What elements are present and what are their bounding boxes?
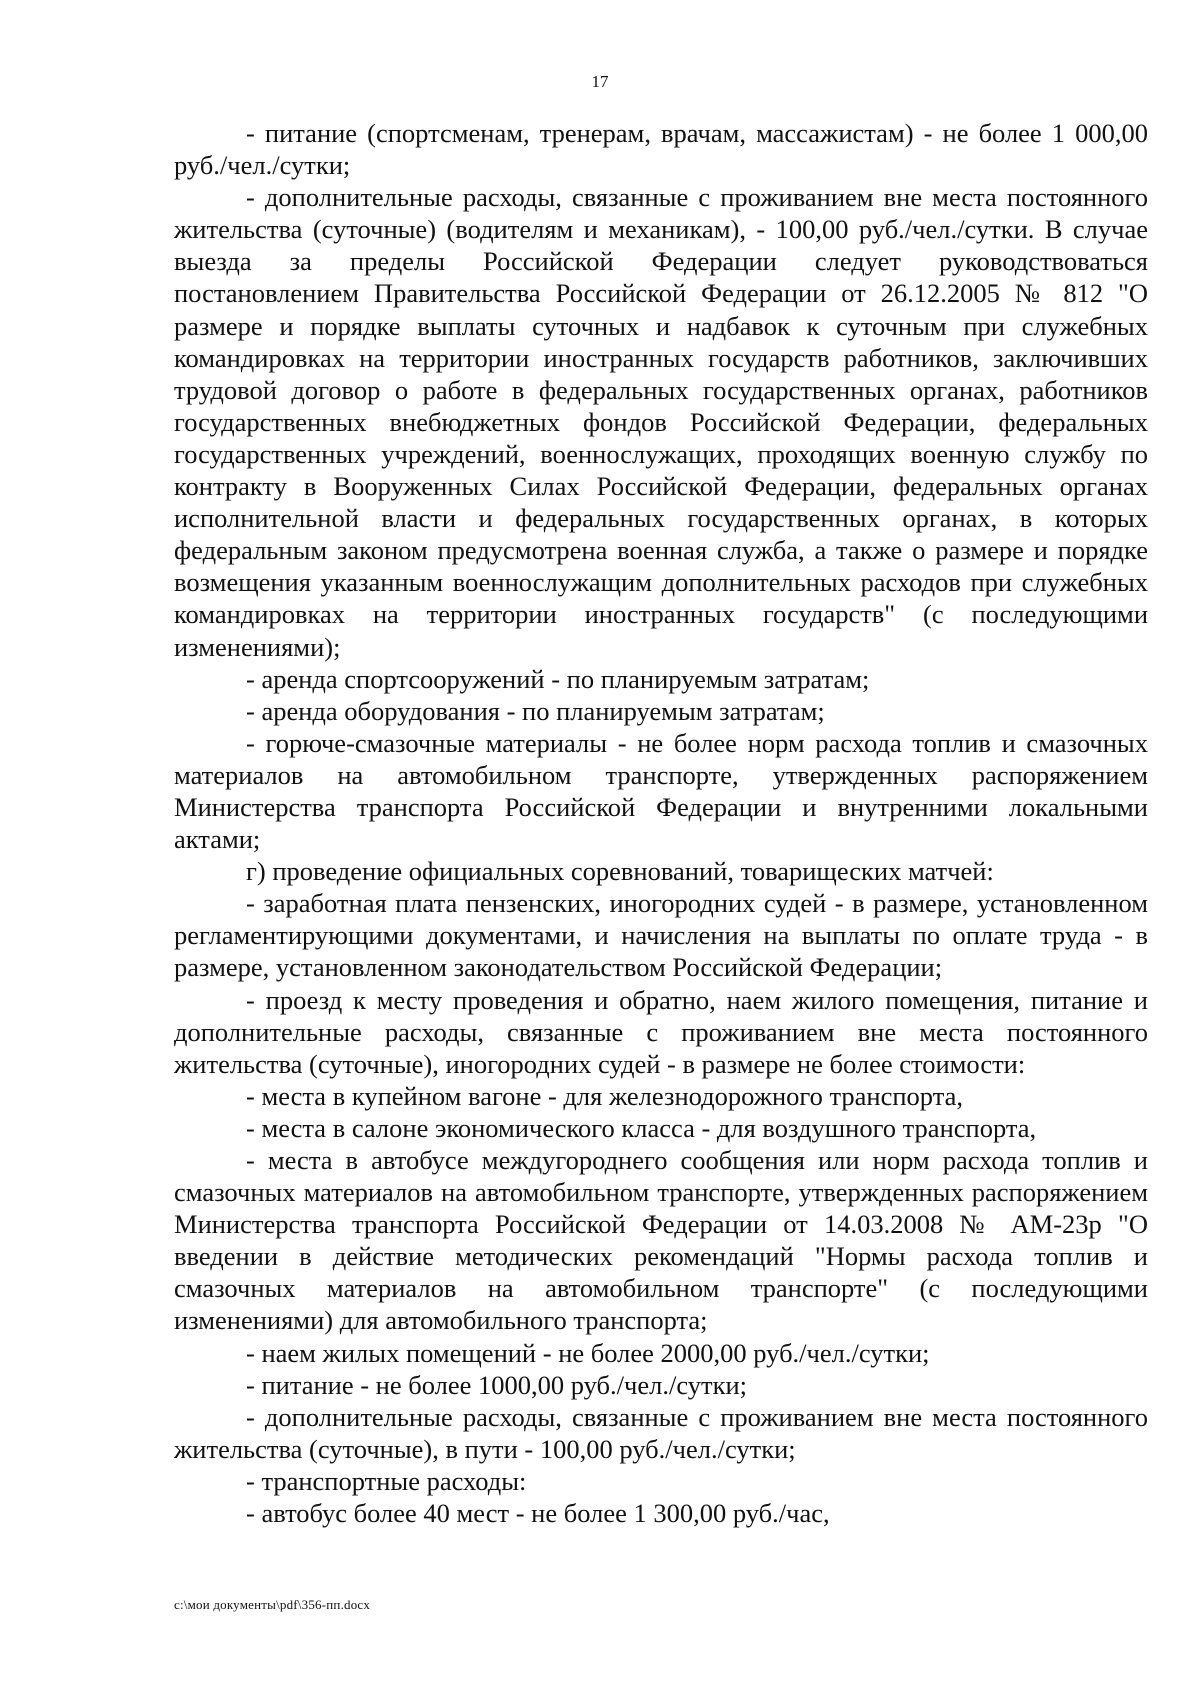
document-body [174,117,1148,1529]
paragraph-travel-per-diem: - дополнительные расходы, связанные с проживанием вне места постоянного жительства (суточные), в пути - 100,00 руб./чел./сутки; [174,1401,1148,1464]
paragraph-sports-facility-rent: - аренда спортсооружений - по планируемым затратам; [246,663,870,694]
paragraph-meals-judges: - питание - не более 1000,00 руб./чел./сутки; [246,1369,747,1400]
paragraph-per-diem: - дополнительные расходы, связанные с проживанием вне места постоянного жительства (суточные) (водителям и механикам), - 100,00 руб./чел./сутки. В случае выезда за пределы Российской Федерации следует руководствоваться постановлением Правительства Российской Федерации от 26.12.2005 № 812 "О размере и порядке выплаты суточных и надбавок к суточным при служебных командировках на территории иностранных государств работников, заключивших трудовой договор о работе в федеральных государственных органах, работников государственных внебюджетных фондов Российской Федерации, федеральных государственных учреждений, военнослужащих, проходящих военную службу по контракту в Вооруженных Силах Российской Федерации, федеральных органах исполнительной власти и федеральных государственных органах, в которых федеральным законом предусмотрена военная служба, а также о размере и порядке возмещения указанным военнослужащим дополнительных расходов при служебных командировках на территории иностранных государств" (с последующими изменениями); [174,182,1148,662]
paragraph-fuel-lubricants: - горюче-смазочные материалы - не более норм расхода топлив и смазочных материалов на автомобильном транспорте, утвержденных распоряжением Министерства транспорта Российской Федерации и внутренними локальными актами; [174,727,1148,855]
paragraph-judges-travel: - проезд к месту проведения и обратно, наем жилого помещения, питание и дополнительные расходы, связанные с проживанием вне места постоянного жительства (суточные), иногородних судей - в размере не более стоимости: [174,984,1148,1079]
paragraph-accommodation: - наем жилых помещений - не более 2000,00 руб./чел./сутки; [246,1337,930,1368]
paragraph-judges-salary: - заработная плата пензенских, иногородних судей - в размере, установленном регламентирующими документами, и начисления на выплаты по оплате труда - в размере, установленном законодательством Российской Федерации; [174,888,1148,983]
page-number: 17 [591,72,609,91]
paragraph-equipment-rent: - аренда оборудования - по планируемым затратам; [246,695,825,726]
file-path-footer: c:\мои документы\pdf\356-пп.docx [174,1597,371,1612]
paragraph-rail-transport: - места в купейном вагоне - для железнодорожного транспорта, [246,1080,964,1111]
paragraph-bus-transport: - места в автобусе междугороднего сообщения или норм расхода топлив и смазочных материалов на автомобильном транспорте, утвержденных распоряжением Министерства транспорта Российской Федерации от 14.03.2008 № АМ-23р "О введении в действие методических рекомендаций "Нормы расхода топлив и смазочных материалов на автомобильном транспорте" (с последующими изменениями) для автомобильного транспорта; [174,1145,1148,1336]
paragraph-transport-expenses: - транспортные расходы: [246,1465,527,1496]
paragraph-air-transport: - места в салоне экономического класса - для воздушного транспорта, [246,1112,1037,1143]
paragraph-meals: - питание (спортсменам, тренерам, врачам, массажистам) - не более 1 000,00 руб./чел./сутки; [174,118,1148,181]
paragraph-section-g: г) проведение официальных соревнований, товарищеских матчей: [246,856,994,887]
paragraph-bus-rate: - автобус более 40 мест - не более 1 300,00 руб./час, [246,1498,830,1529]
